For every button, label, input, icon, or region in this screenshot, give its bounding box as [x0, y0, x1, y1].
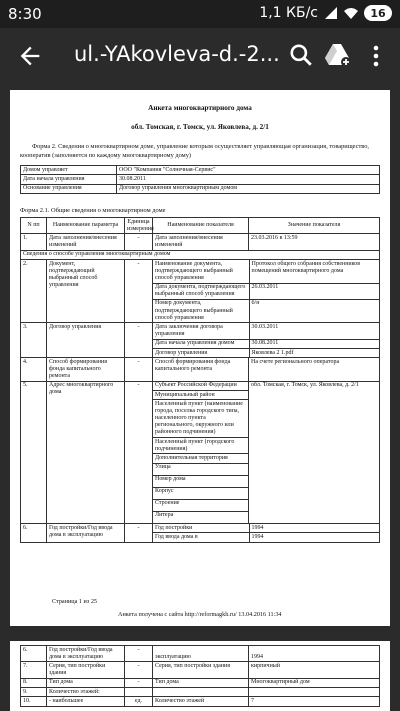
app-bar	[0, 28, 400, 84]
table-row: 9. Количество этажей:	[21, 688, 380, 697]
general-info-table-continued	[20, 645, 380, 707]
section-row: Сведения о способе управления многоквартирным домом	[21, 250, 380, 259]
doc-title: Анкета многоквартирного дома	[148, 104, 252, 112]
add-to-drive-icon[interactable]	[324, 42, 352, 68]
table-row: Домом управляет ООО "Компания "Солнечная-Сервис"	[21, 166, 380, 175]
table-row: 10. - наибольшее ед. Количество этажей 7	[21, 697, 380, 706]
table-row: 5. Адрес многоквартирного дома - Субъект Российской Федерации Муниципальный район Населенный пункт (наименование города, поселка городского типа, населенного пункта регионального, окружного или районного подчинения) Населенный пункт (городского подчинения) Дополнительная территория Улица Номер дома Корпус Строение Литера обл. Томская, г. Томск, ул. Яковлева, д. 2/1	[21, 381, 380, 523]
back-arrow-icon[interactable]	[16, 42, 44, 70]
table-row: 6. Год постройки/Год ввода дома в эксплуатацию - Год постройки 1994 Год ввода дома в 1994	[21, 524, 380, 543]
table-header-row: N пп Наименование параметра Единица измерения Наименование показателя Значение показателя	[21, 218, 380, 234]
search-icon[interactable]	[288, 42, 314, 68]
status-bar	[0, 0, 400, 28]
table-row: 2. Документ, подтверждающий выбранный способ управления - Наименование документа, подтверждающего выбранный способ управления Протокол общего собрания собственников помещений многоквартирного дома Дата документа, подтверждающего выбранный способ управления 26.03.2011 Номер документа, подтверждающего выбранный способ управления б/н	[21, 260, 380, 323]
table-row: 3. Договор управления - Дата заключения договора управления 30.03.2011 Дата начала управления домом 30.08.2011 Договор управления Яковлева 2 1.pdf	[21, 323, 380, 358]
general-info-table	[20, 217, 380, 543]
table-row: 6. Год постройки/Год ввода дома в эксплуатацию - эксплуатацию 1994	[21, 646, 380, 662]
network-speed: 1,1 КБ/с	[259, 5, 318, 21]
wifi-icon	[344, 6, 358, 20]
table-row: Основание управления Договор управления многоквартирным домом	[21, 184, 380, 193]
document-page-2	[10, 641, 390, 711]
received-note: Анкета получена с сайта http://reformagkh.ru/ 13.04.2016 11:34	[118, 611, 282, 618]
signal-icon	[324, 6, 338, 20]
battery-icon: 16	[364, 5, 392, 21]
page-number: Страница 1 из 25	[52, 598, 98, 605]
table-row: 7. Серия, тип постройки здания - Серия, тип постройки здания кирпичный	[21, 662, 380, 678]
status-time: 8:30	[8, 5, 42, 23]
management-info-table	[20, 165, 380, 194]
more-options-icon[interactable]	[366, 42, 386, 70]
table-row: 4. Способ формирования фонда капитального ремонта - Способ формирования фонда капитального ремонта На счете регионального оператора	[21, 358, 380, 381]
form2-description: Форма 2. Сведения о многоквартирном доме, управление которым осуществляет управляющая организация, товарищество, кооператив (заполняется по каждому многоквартирному дому)	[20, 143, 370, 159]
form21-caption: Форма 2.1. Общие сведения о многоквартирном доме	[20, 207, 166, 214]
table-row: 1. Дата заполнения/внесения изменений - Дата заполнения/внесения изменений 23.03.2016 в 13:59	[21, 234, 380, 250]
document-title: ul.-YAkovleva-d.-2...	[74, 42, 280, 66]
table-row: Дата начала управления 30.08.2011	[21, 175, 380, 184]
doc-address: обл. Томская, г. Томск, ул. Яковлева, д. 2/1	[131, 123, 269, 131]
table-row: 8. Тип дома - Тип дома Многоквартирный дом	[21, 678, 380, 687]
document-page-1	[10, 90, 390, 626]
